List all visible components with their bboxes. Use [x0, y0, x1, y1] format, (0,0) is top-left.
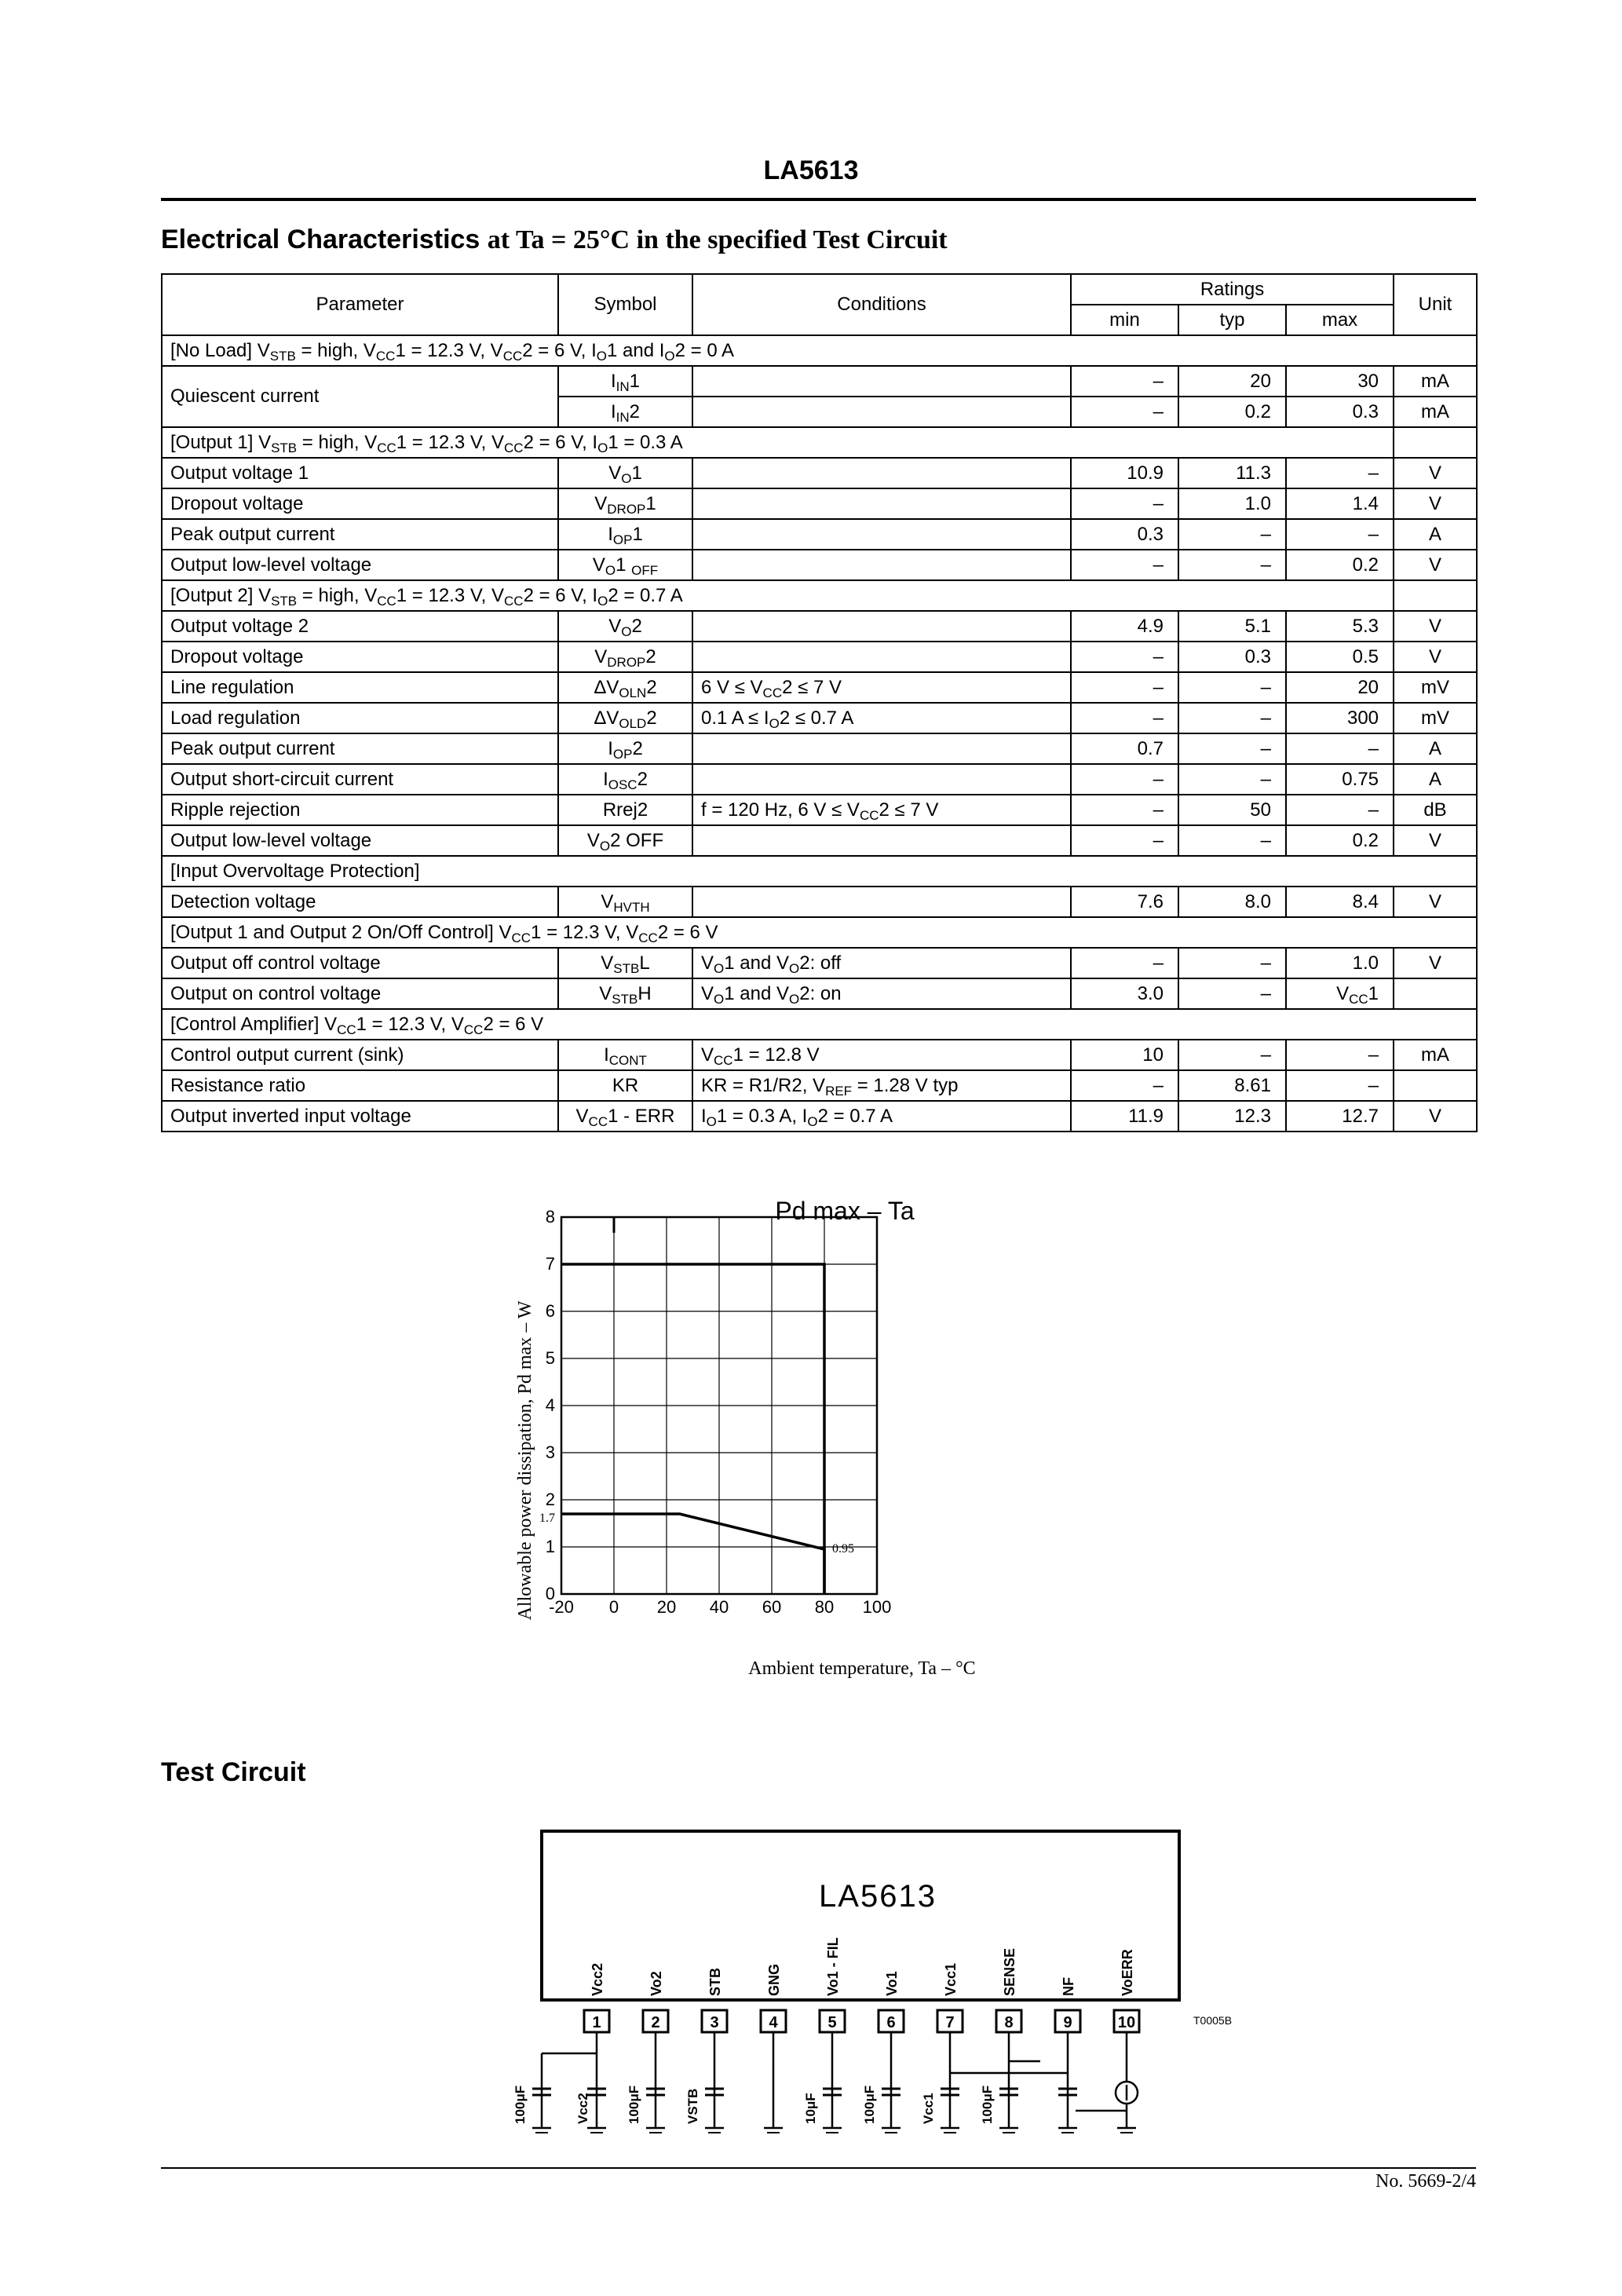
min-cell: –: [1071, 642, 1178, 672]
max-cell: 8.4: [1286, 887, 1394, 917]
pin-number: 5: [827, 2014, 837, 2031]
header-min: min: [1071, 305, 1178, 335]
min-cell: 10: [1071, 1040, 1178, 1070]
max-cell: –: [1286, 458, 1394, 488]
typ-cell: 11.3: [1178, 458, 1286, 488]
component-label: VSTB: [685, 2088, 700, 2124]
max-cell: 0.3: [1286, 397, 1394, 427]
max-cell: 20: [1286, 672, 1394, 703]
typ-cell: 50: [1178, 795, 1286, 825]
parameter-cell: Output voltage 1: [162, 458, 558, 488]
conditions-cell: $V_{CC}1 = 12.8$ V: [692, 1040, 1071, 1070]
min-cell: 0.3: [1071, 519, 1178, 550]
conditions-cell: f = 120 Hz, 6 $V \le V_{CC}2 \le 7$ V: [692, 795, 1071, 825]
table-row: [162, 1040, 1477, 1070]
table-row: [162, 764, 1477, 795]
y-tick-label: 5: [545, 1348, 555, 1368]
max-cell: 0.2: [1286, 550, 1394, 580]
y-tick-label: 1: [545, 1537, 555, 1556]
max-cell: 0.5: [1286, 642, 1394, 672]
table-row: [162, 1070, 1477, 1101]
min-cell: –: [1071, 825, 1178, 856]
unit-cell: A: [1394, 764, 1477, 795]
conditions-cell: [692, 825, 1071, 856]
pin-number: 4: [769, 2014, 778, 2031]
unit-cell: V: [1394, 611, 1477, 642]
circuit-code: T0005B: [1193, 2014, 1233, 2027]
pin-number: 7: [945, 2014, 955, 2031]
typ-cell: –: [1178, 703, 1286, 733]
min-cell: 11.9: [1071, 1101, 1178, 1132]
conditions-cell: [692, 366, 1071, 397]
table-row: [162, 703, 1477, 733]
pin-name: Vcc1: [943, 1962, 959, 1996]
parameter-cell: Output on control voltage: [162, 978, 558, 1009]
header-ratings: Ratings: [1071, 274, 1394, 305]
pin-name: NF: [1061, 1977, 1076, 1996]
y-extra-tick-label: 1.7: [539, 1512, 555, 1525]
symbol-cell: $V_O2$ OFF: [558, 825, 692, 856]
parameter-cell: Control output current (sink): [162, 1040, 558, 1070]
pdmax-ta-chart: [487, 1197, 1107, 1684]
pin-number: 10: [1117, 2014, 1136, 2031]
max-cell: –: [1286, 519, 1394, 550]
conditions-cell: [692, 458, 1071, 488]
unit-cell: A: [1394, 733, 1477, 764]
y-tick-label: 3: [545, 1442, 555, 1462]
conditions-cell: KR = R1/R2, $V_{REF} = 1.28$ V typ: [692, 1070, 1071, 1101]
min-cell: 4.9: [1071, 611, 1178, 642]
pin-number: 3: [710, 2014, 719, 2031]
parameter-cell: Detection voltage: [162, 887, 558, 917]
typ-cell: –: [1178, 825, 1286, 856]
max-cell: 0.75: [1286, 764, 1394, 795]
conditions-cell: 0.1 $A \le I_O2 \le 0.7$ A: [692, 703, 1071, 733]
y-tick-label: 6: [545, 1301, 555, 1321]
header-symbol: Symbol: [558, 274, 692, 335]
max-cell: 1.0: [1286, 948, 1394, 978]
x-tick-label: -20: [549, 1597, 574, 1617]
series-line: [561, 1514, 824, 1594]
pin-name: STB: [707, 1968, 723, 1996]
section-condition: [Control Amplifier] $V_{CC}1 = 12.3$ V, $V_{CC}2 = 6$ V: [162, 1009, 1477, 1040]
max-cell: –: [1286, 1040, 1394, 1070]
chart-title: Pd max – Ta: [775, 1197, 915, 1225]
unit-cell: A: [1394, 519, 1477, 550]
table-row: [162, 887, 1477, 917]
section-title-rest: at Ta = 25°C in the specified Test Circuit: [487, 225, 948, 254]
min-cell: –: [1071, 948, 1178, 978]
table-section-row: [162, 1009, 1477, 1040]
parameter-cell: Dropout voltage: [162, 642, 558, 672]
symbol-cell: $V_{DROP}1$: [558, 488, 692, 519]
table-row: [162, 825, 1477, 856]
parameter-cell: Peak output current: [162, 519, 558, 550]
min-cell: 10.9: [1071, 458, 1178, 488]
table-section-row: [162, 856, 1477, 887]
typ-cell: 0.2: [1178, 397, 1286, 427]
max-cell: 12.7: [1286, 1101, 1394, 1132]
min-cell: –: [1071, 672, 1178, 703]
parameter-cell: Ripple rejection: [162, 795, 558, 825]
section-condition: [Input Overvoltage Protection]: [162, 856, 1477, 887]
min-cell: –: [1071, 550, 1178, 580]
min-cell: 0.7: [1071, 733, 1178, 764]
table-section-row: [162, 917, 1477, 948]
typ-cell: –: [1178, 978, 1286, 1009]
parameter-cell: Resistance ratio: [162, 1070, 558, 1101]
symbol-cell: $I_{OP}2$: [558, 733, 692, 764]
symbol-cell: $\Delta V_{OLN}2$: [558, 672, 692, 703]
section-condition: [No Load] $V_{STB}$ = high, $V_{CC}1 = 12.3$ V, $V_{CC}2 = 6$ V, $I_O1$ and $I_O2 = 0$ A: [162, 335, 1477, 366]
x-tick-label: 60: [762, 1597, 782, 1617]
typ-cell: –: [1178, 550, 1286, 580]
table-row: [162, 550, 1477, 580]
min-cell: 3.0: [1071, 978, 1178, 1009]
x-tick-label: 0: [608, 1597, 619, 1617]
section-condition: [Output 1] $V_{STB}$ = high, $V_{CC}1 = 12.3$ V, $V_{CC}2 = 6$ V, $I_O1 = 0.3$ A: [162, 427, 1394, 458]
pin-name: GNG: [766, 1963, 782, 1996]
parameter-cell: Output short-circuit current: [162, 764, 558, 795]
parameter-cell: Output low-level voltage: [162, 825, 558, 856]
pin-name: Vo1 - FIL: [825, 1937, 841, 1996]
parameter-cell: Quiescent current: [162, 366, 558, 427]
table-row: [162, 948, 1477, 978]
max-cell: –: [1286, 1070, 1394, 1101]
document-title: LA5613: [763, 155, 859, 185]
min-cell: –: [1071, 397, 1178, 427]
electrical-characteristics-heading: [161, 225, 948, 255]
unit-cell: V: [1394, 948, 1477, 978]
y-tick-label: 7: [545, 1254, 555, 1274]
component-label: 100μF: [513, 2085, 528, 2124]
y-tick-label: 8: [545, 1207, 555, 1227]
conditions-cell: $I_O1 = 0.3$ A, $I_O2 = 0.7$ A: [692, 1101, 1071, 1132]
x-tick-label: 40: [709, 1597, 729, 1617]
page-number: No. 5669-2/4: [1375, 2171, 1476, 2192]
conditions-cell: [692, 733, 1071, 764]
header-unit: Unit: [1394, 274, 1477, 335]
table-row: [162, 795, 1477, 825]
parameter-cell: Line regulation: [162, 672, 558, 703]
symbol-cell: $\Delta V_{OLD}2$: [558, 703, 692, 733]
min-cell: –: [1071, 1070, 1178, 1101]
unit-cell: V: [1394, 488, 1477, 519]
max-cell: 1.4: [1286, 488, 1394, 519]
conditions-cell: 6 $V \le V_{CC}2 \le 7$ V: [692, 672, 1071, 703]
conditions-cell: $V_O1$ and $V_O2$: on: [692, 978, 1071, 1009]
typ-cell: 8.61: [1178, 1070, 1286, 1101]
symbol-cell: $I_{OSC}2$: [558, 764, 692, 795]
unit-cell: V: [1394, 458, 1477, 488]
chart-x-axis-label: Ambient temperature, Ta – °C: [748, 1658, 976, 1679]
symbol-cell: $V_{STB}L$: [558, 948, 692, 978]
min-cell: –: [1071, 795, 1178, 825]
conditions-cell: [692, 519, 1071, 550]
x-tick-label: 80: [814, 1597, 835, 1617]
section-condition: [Output 1 and Output 2 On/Off Control] $V_{CC}1 = 12.3$ V, $V_{CC}2 = 6$ V: [162, 917, 1477, 948]
table-row: [162, 519, 1477, 550]
table-section-row: [162, 580, 1477, 611]
circuit-pins: [584, 2010, 1139, 2032]
section-title-bold: Electrical Characteristics: [161, 225, 480, 254]
pin-number: 9: [1063, 2014, 1072, 2031]
min-cell: –: [1071, 764, 1178, 795]
typ-cell: 1.0: [1178, 488, 1286, 519]
table-row: [162, 366, 1477, 397]
symbol-cell: $I_{IN}2$: [558, 397, 692, 427]
ic-body: [542, 1831, 1179, 2000]
table-row: [162, 611, 1477, 642]
max-cell: 30: [1286, 366, 1394, 397]
pin-name: Vcc2: [590, 1962, 605, 1996]
pin-number: 2: [651, 2014, 660, 2031]
component-label: 100μF: [627, 2085, 641, 2124]
x-tick-label: 20: [656, 1597, 677, 1617]
typ-cell: –: [1178, 948, 1286, 978]
table-row: [162, 488, 1477, 519]
header-max: max: [1286, 305, 1394, 335]
symbol-cell: $V_{STB}H$: [558, 978, 692, 1009]
conditions-cell: [692, 887, 1071, 917]
conditions-cell: [692, 611, 1071, 642]
typ-cell: 8.0: [1178, 887, 1286, 917]
max-cell: $V_{CC}1$: [1286, 978, 1394, 1009]
unit-cell: V: [1394, 887, 1477, 917]
table-body: [162, 335, 1477, 1132]
pin-name: SENSE: [1002, 1947, 1017, 1996]
pin-number: 6: [886, 2014, 896, 2031]
symbol-cell: $V_{HVTH}$: [558, 887, 692, 917]
footer-rule: [161, 2167, 1476, 2169]
unit-cell: mA: [1394, 366, 1477, 397]
typ-cell: 0.3: [1178, 642, 1286, 672]
pin-name: Vo2: [648, 1971, 664, 1996]
unit-cell: [1394, 1070, 1477, 1101]
header-typ: typ: [1178, 305, 1286, 335]
symbol-cell: $V_O2$: [558, 611, 692, 642]
parameter-cell: Output inverted input voltage: [162, 1101, 558, 1132]
symbol-cell: $I_{OP}1$: [558, 519, 692, 550]
unit-cell: dB: [1394, 795, 1477, 825]
unit-cell: V: [1394, 1101, 1477, 1132]
component-label: Vcc1: [921, 2093, 936, 2124]
unit-cell: mA: [1394, 397, 1477, 427]
chart-grid: [561, 1217, 877, 1594]
table-row: [162, 642, 1477, 672]
unit-cell: V: [1394, 550, 1477, 580]
unit-cell: mA: [1394, 1040, 1477, 1070]
min-cell: 7.6: [1071, 887, 1178, 917]
typ-cell: 12.3: [1178, 1101, 1286, 1132]
symbol-cell: KR: [558, 1070, 692, 1101]
unit-cell: mV: [1394, 703, 1477, 733]
max-cell: –: [1286, 795, 1394, 825]
header-conditions: Conditions: [692, 274, 1071, 335]
table-section-row: [162, 427, 1477, 458]
typ-cell: –: [1178, 672, 1286, 703]
parameter-cell: Output voltage 2: [162, 611, 558, 642]
min-cell: –: [1071, 703, 1178, 733]
unit-cell: V: [1394, 642, 1477, 672]
max-cell: 300: [1286, 703, 1394, 733]
table-row: [162, 733, 1477, 764]
table-row: [162, 672, 1477, 703]
table-row: [162, 458, 1477, 488]
typ-cell: –: [1178, 764, 1286, 795]
parameter-cell: Dropout voltage: [162, 488, 558, 519]
electrical-characteristics-table: [161, 273, 1478, 1132]
chart-y-axis-label: Allowable power dissipation, Pd max – W: [515, 1300, 535, 1621]
series-line: [561, 1264, 824, 1594]
chart-annotation: 0.95: [832, 1542, 854, 1556]
typ-cell: –: [1178, 733, 1286, 764]
pin-number: 1: [592, 2014, 601, 2031]
symbol-cell: $V_O1$: [558, 458, 692, 488]
unit-cell: [1394, 978, 1477, 1009]
parameter-cell: Peak output current: [162, 733, 558, 764]
ic-label: LA5613: [819, 1879, 937, 1914]
component-label: 10μF: [803, 2093, 818, 2124]
unit-cell: [1394, 427, 1477, 458]
section-condition: [Output 2] $V_{STB}$ = high, $V_{CC}1 = 12.3$ V, $V_{CC}2 = 6$ V, $I_O2 = 0.7$ A: [162, 580, 1394, 611]
pin-name: VoERR: [1120, 1949, 1135, 1996]
unit-cell: V: [1394, 825, 1477, 856]
max-cell: 0.2: [1286, 825, 1394, 856]
max-cell: –: [1286, 733, 1394, 764]
y-tick-label: 2: [545, 1490, 555, 1509]
table-section-row: [162, 335, 1477, 366]
typ-cell: 5.1: [1178, 611, 1286, 642]
conditions-cell: [692, 642, 1071, 672]
parameter-cell: Load regulation: [162, 703, 558, 733]
symbol-cell: $I_{CONT}$: [558, 1040, 692, 1070]
component-label: 100μF: [980, 2085, 995, 2124]
header-parameter: Parameter: [162, 274, 558, 335]
unit-cell: mV: [1394, 672, 1477, 703]
min-cell: –: [1071, 366, 1178, 397]
symbol-cell: $V_O1$ $_{OFF}$: [558, 550, 692, 580]
circuit-wires: [532, 2032, 1138, 2133]
chart-lines: [561, 1264, 824, 1594]
component-label: 100μF: [862, 2085, 877, 2124]
conditions-cell: [692, 397, 1071, 427]
y-tick-label: 4: [545, 1395, 555, 1415]
x-tick-label: 100: [862, 1597, 892, 1617]
min-cell: –: [1071, 488, 1178, 519]
parameter-cell: Output low-level voltage: [162, 550, 558, 580]
test-circuit-heading: Test Circuit: [161, 1757, 306, 1787]
table-row: [162, 978, 1477, 1009]
parameter-cell: Output off control voltage: [162, 948, 558, 978]
unit-cell: [1394, 580, 1477, 611]
typ-cell: 20: [1178, 366, 1286, 397]
component-label: Vcc2: [575, 2093, 590, 2124]
test-circuit-diagram: [502, 1830, 1248, 2144]
pin-number: 8: [1004, 2014, 1014, 2031]
typ-cell: –: [1178, 519, 1286, 550]
conditions-cell: $V_O1$ and $V_O2$: off: [692, 948, 1071, 978]
chart-ticks: [539, 1207, 891, 1617]
conditions-cell: [692, 488, 1071, 519]
symbol-cell: $V_{DROP}2$: [558, 642, 692, 672]
conditions-cell: [692, 550, 1071, 580]
header-rule: [161, 198, 1476, 201]
symbol-cell: $I_{IN}1$: [558, 366, 692, 397]
max-cell: 5.3: [1286, 611, 1394, 642]
symbol-cell: Rrej2: [558, 795, 692, 825]
pin-name: Vo1: [884, 1971, 900, 1996]
table-row: [162, 1101, 1477, 1132]
y-tick-label: 0: [545, 1584, 555, 1603]
conditions-cell: [692, 764, 1071, 795]
symbol-cell: $V_{CC}1$ - ERR: [558, 1101, 692, 1132]
typ-cell: –: [1178, 1040, 1286, 1070]
